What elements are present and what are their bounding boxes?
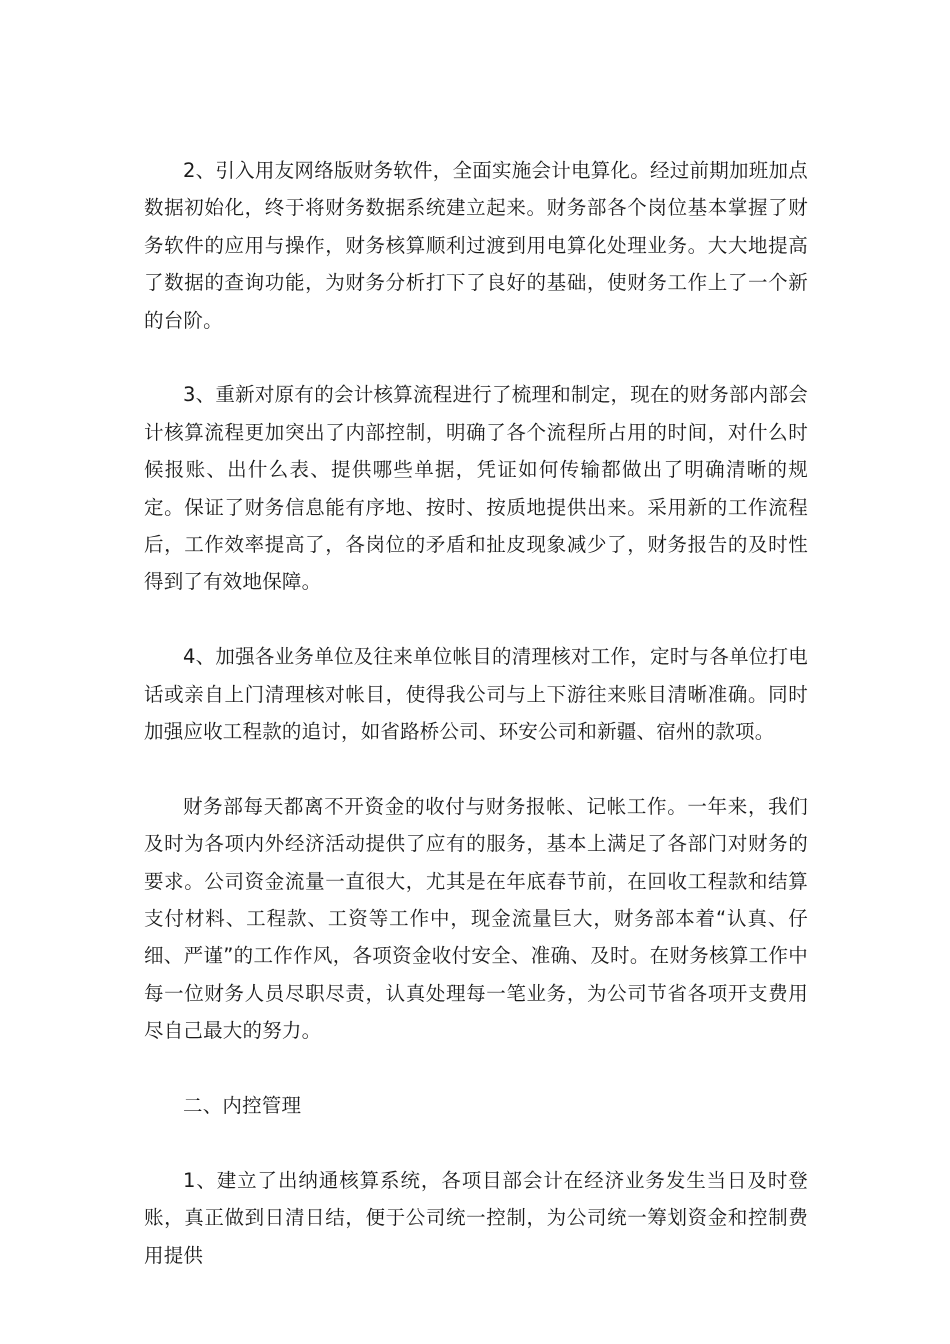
paragraph-spacer bbox=[144, 339, 808, 376]
paragraph-spacer bbox=[144, 750, 808, 787]
section-heading-internal-control: 二、内控管理 bbox=[183, 1094, 302, 1118]
paragraph-spacer bbox=[144, 601, 808, 638]
paragraph-cashier-system: 1、建立了出纳通核算系统，各项目部会计在经济业务发生当日及时登账，真正做到日清日结，便于公司统一控制，为公司统一筹划资金和控制费用提供 bbox=[144, 1168, 808, 1267]
paragraph-account-reconciliation: 4、加强各业务单位及往来单位帐目的清理核对工作，定时与各单位打电话或亲自上门清理核对帐目，使得我公司与上下游往来账目清晰准确。同时加强应收工程款的追讨，如省路桥公司、环安公司和新疆、宿州的款项。 bbox=[144, 645, 808, 744]
paragraph-software: 2、引入用友网络版财务软件，全面实施会计电算化。经过前期加班加点数据初始化，终于将财务数据系统建立起来。财务部各个岗位基本掌握了财务软件的应用与操作，财务核算顺利过渡到用电算化处理业务。大大地提高了数据的查询功能，为财务分析打下了良好的基础，使财务工作上了一个新的台阶。 bbox=[144, 159, 808, 332]
document-body bbox=[144, 152, 808, 1274]
paragraph-accounting-process: 3、重新对原有的会计核算流程进行了梳理和制定，现在的财务部内部会计核算流程更加突出了内部控制，明确了各个流程所占用的时间，对什么时候报账、出什么表、提供哪些单据，凭证如何传输都做出了明确清晰的规定。保证了财务信息能有序地、按时、按质地提供出来。采用新的工作流程后，工作效率提高了，各岗位的矛盾和扯皮现象减少了，财务报告的及时性得到了有效地保障。 bbox=[144, 383, 808, 594]
paragraph-fund-payments: 财务部每天都离不开资金的收付与财务报帐、记帐工作。一年来，我们及时为各项内外经济活动提供了应有的服务，基本上满足了各部门对财务的要求。公司资金流量一直很大，尤其是在年底春节前，在回收工程款和结算支付材料、工程款、工资等工作中，现金流量巨大，财务部本着“认真、仔细、严谨”的工作作风，各项资金收付安全、准确、及时。在财务核算工作中每一位财务人员尽职尽责，认真处理每一笔业务，为公司节省各项开支费用尽自己最大的努力。 bbox=[144, 794, 808, 1043]
paragraph-spacer bbox=[144, 1050, 808, 1087]
paragraph-spacer bbox=[144, 1125, 808, 1162]
